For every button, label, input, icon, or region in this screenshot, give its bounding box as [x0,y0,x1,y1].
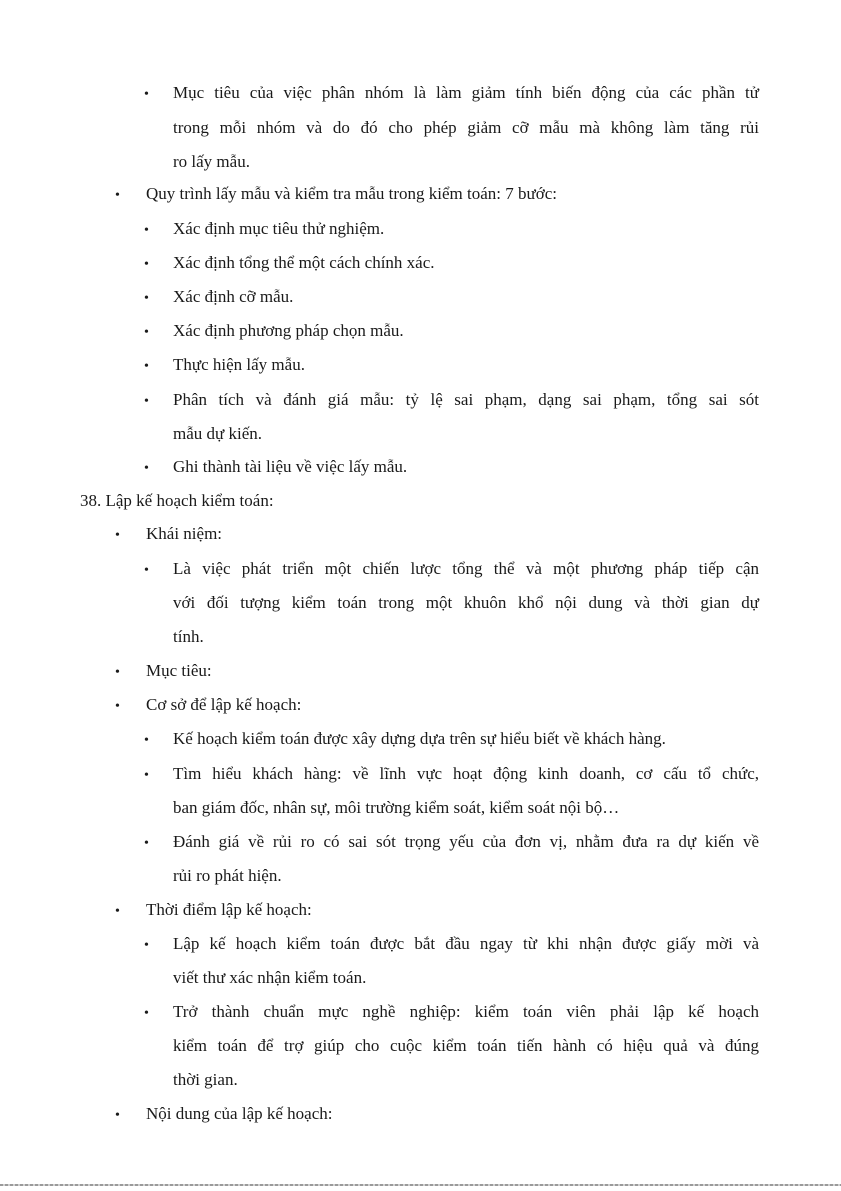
bullet-marker: • [144,733,149,748]
bullet-marker: • [144,768,149,783]
list-item-text: trong mỗi nhóm và do đó cho phép giảm cỡ mẫu mà không làm tăng rủi [173,118,759,137]
list-item-text: ban giám đốc, nhân sự, môi trường kiểm soát, kiểm soát nội bộ… [173,798,620,817]
list-item-text: Lập kế hoạch kiểm toán được bắt đầu ngay từ khi nhận được giấy mời và [173,934,759,953]
bullet-marker: • [144,359,149,374]
list-item-text: Ghi thành tài liệu về việc lấy mẫu. [173,457,408,476]
bullet-marker: • [115,528,120,543]
list-item-text: Trở thành chuẩn mực nghề nghiệp: kiểm toán viên phải lập kế hoạch [173,1002,759,1021]
bullet-marker: • [144,394,149,409]
list-item-text: Tìm hiểu khách hàng: về lĩnh vực hoạt động kinh doanh, cơ cấu tổ chức, [173,764,759,783]
bullet-marker: • [115,1108,120,1123]
list-item-text: Là việc phát triển một chiến lược tổng thể và một phương pháp tiếp cận [173,559,759,578]
bullet-marker: • [144,461,149,476]
bullet-marker: • [115,904,120,919]
bullet-marker: • [144,1006,149,1021]
list-item-text: Đánh giá về rủi ro có sai sót trọng yếu của đơn vị, nhằm đưa ra dự kiến về [173,832,759,851]
list-item-text: tính. [173,627,204,646]
section-heading: 38. Lập kế hoạch kiểm toán: [80,491,274,510]
list-item-text: thời gian. [173,1070,238,1089]
bullet-marker: • [144,291,149,306]
list-item-text: Cơ sở để lập kế hoạch: [146,695,302,714]
bullet-marker: • [144,325,149,340]
list-item-text: viết thư xác nhận kiểm toán. [173,968,367,987]
list-item-text: Xác định phương pháp chọn mẫu. [173,321,404,340]
list-item-text: Quy trình lấy mẫu và kiểm tra mẫu trong kiểm toán: 7 bước: [146,184,557,203]
bullet-marker: • [115,665,120,680]
page-bottom-rule [0,1184,841,1186]
list-item-text: ro lấy mẫu. [173,152,250,171]
bullet-marker: • [144,938,149,953]
list-item-text: kiểm toán để trợ giúp cho cuộc kiểm toán tiến hành có hiệu quả và đúng [173,1036,759,1055]
list-item-text: Mục tiêu: [146,661,212,680]
list-item-text: rủi ro phát hiện. [173,866,282,885]
bullet-marker: • [144,223,149,238]
list-item-text: mẫu dự kiến. [173,424,263,443]
list-item-text: Xác định mục tiêu thử nghiệm. [173,219,385,238]
list-item-text: Kế hoạch kiểm toán được xây dựng dựa trên sự hiểu biết về khách hàng. [173,729,666,748]
list-item-text: Xác định tổng thể một cách chính xác. [173,253,435,272]
bullet-marker: • [144,836,149,851]
bullet-marker: • [144,563,149,578]
list-item-text: Xác định cỡ mẫu. [173,287,294,306]
bullet-marker: • [144,87,149,102]
list-item-text: Mục tiêu của việc phân nhóm là làm giảm tính biến động của các phần tử [173,83,759,102]
bullet-marker: • [115,699,120,714]
list-item-text: Khái niệm: [146,524,223,543]
list-item-text: với đối tượng kiểm toán trong một khuôn khổ nội dung và thời gian dự [173,593,759,612]
list-item-text: Phân tích và đánh giá mẫu: tỷ lệ sai phạm, dạng sai phạm, tổng sai sót [173,390,759,409]
list-item-text: Nội dung của lập kế hoạch: [146,1104,333,1123]
bullet-marker: • [115,188,120,203]
list-item-text: Thời điểm lập kế hoạch: [146,900,312,919]
list-item-text: Thực hiện lấy mẫu. [173,355,305,374]
bullet-marker: • [144,257,149,272]
